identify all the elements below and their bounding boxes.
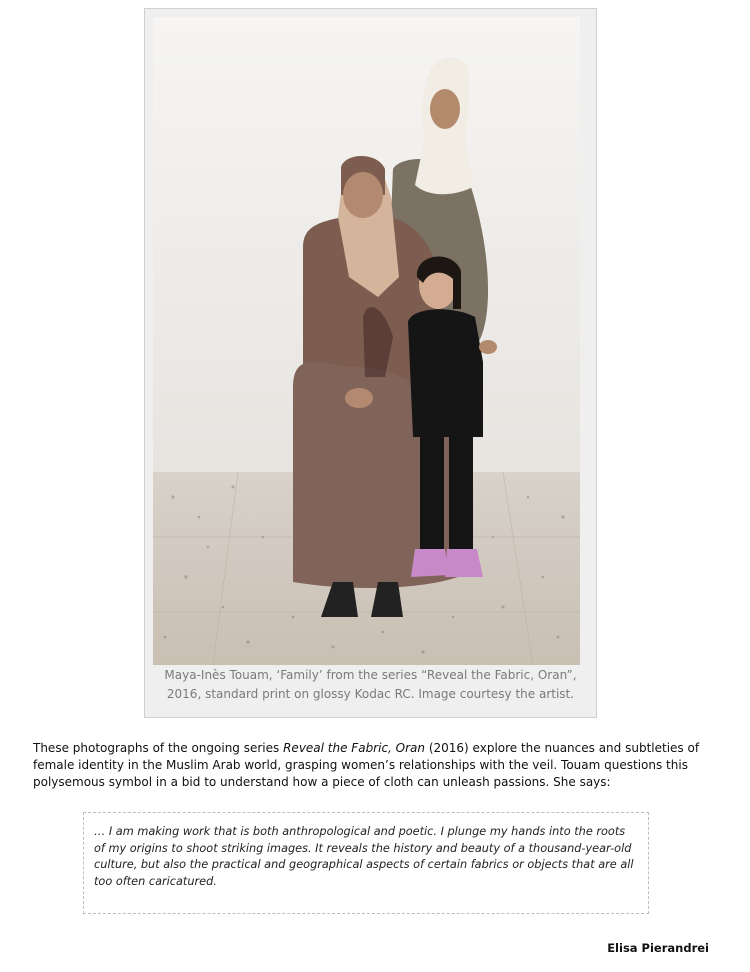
article-paragraph <box>33 740 723 791</box>
author-byline: Elisa Pierandrei <box>607 941 709 955</box>
caption-line-2: 2016, standard print on glossy Kodac RC. Image courtesy the artist. <box>166 687 575 701</box>
photo-caption <box>145 666 596 704</box>
blockquote <box>83 812 649 914</box>
photo-illustration <box>153 17 580 665</box>
quote-text: … I am making work that is both anthropological and poetic. I plunge my hands into the roots of my origins to shoot striking images. It reveals the history and beauty of a thousand-year-old culture, but also the practical and geographical aspects of certain fabrics or objects that are all too often caricatured. <box>94 825 634 888</box>
photo <box>153 17 580 665</box>
caption-line-1: Maya-Inès Touam, ‘Family’ from the series “Reveal the Fabric, Oran”, <box>164 668 577 682</box>
paragraph-intro: These photographs of the ongoing series <box>33 741 284 755</box>
figure <box>144 8 597 718</box>
series-title: Reveal the Fabric, Oran <box>283 741 426 755</box>
paragraph-rest: (2016) explore the nuances and subtleties of female identity in the Muslim Arab world, grasping women’s relationships with the veil. Touam questions this polysemous symbol in a bid to understand how a piece of cloth can unleash passions. She says: <box>33 741 700 789</box>
